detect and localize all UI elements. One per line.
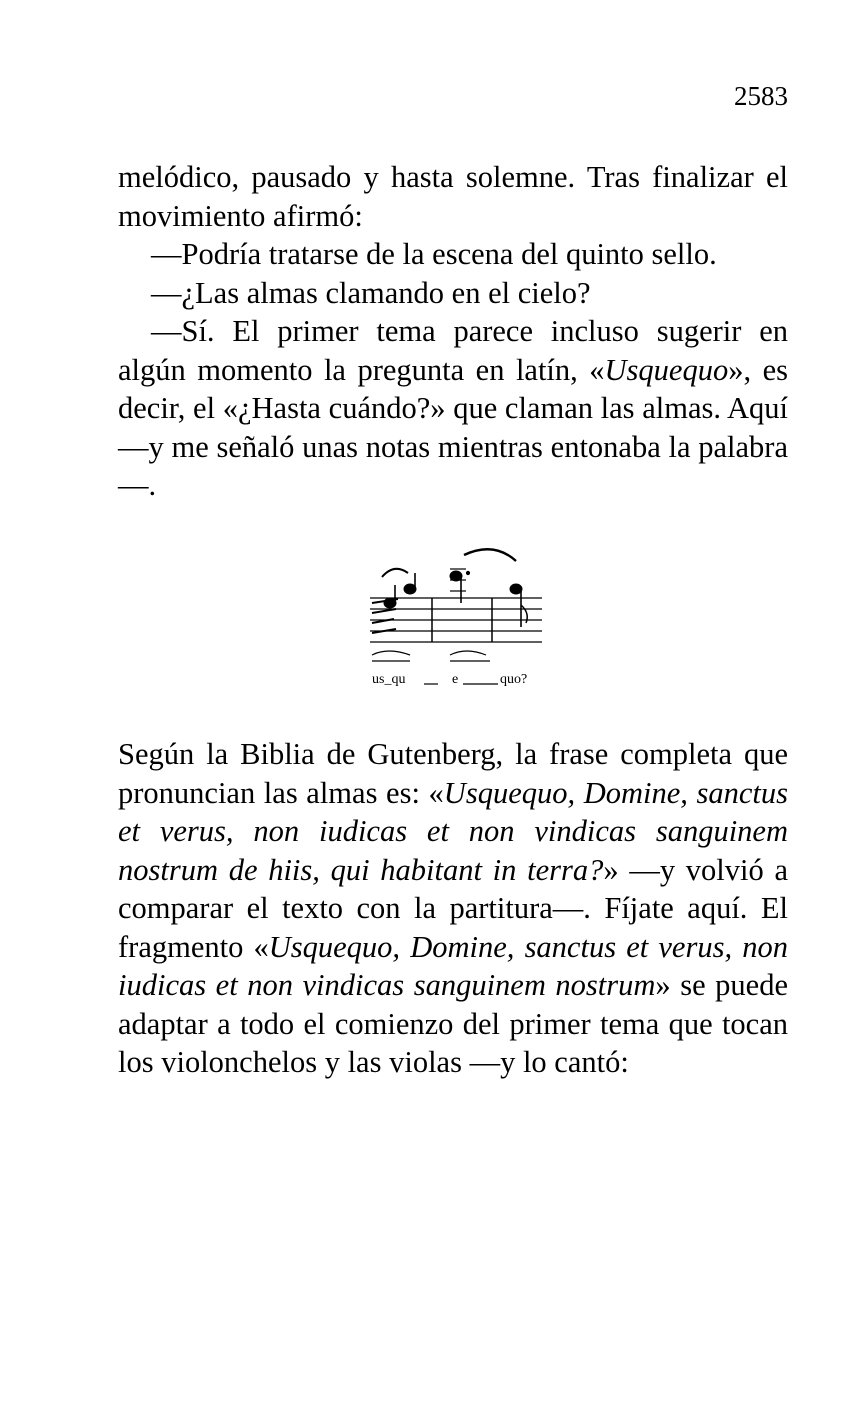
gutenberg-intro: Según la Biblia de Gutenberg, la frase completa que pronuncian las almas es: « [118,737,788,810]
top-text-block [118,158,788,505]
dialogue-line-3-start: —Sí. El primer tema parece incluso sugerir en algún momento la pregunta en latín, « [118,314,788,387]
paragraph-narration: melódico, pausado y hasta solemne. Tras finalizar el movimiento afirmó: [118,160,788,233]
latin-word-usquequo: Usquequo [604,352,729,387]
dialogue-line-3-end: », es decir, el «¿Hasta cuándo?» que claman las almas. Aquí —y me señaló unas notas mientras entonaba la palabra—. [118,352,788,502]
lyric-syllable-3: quo? [500,672,528,687]
page-number: 2583 [734,81,788,111]
gutenberg-end: » se puede adaptar a todo el comienzo del primer tema que tocan los violonchelos y las violas —y lo cantó: [118,968,789,1079]
latin-quote-full: Usquequo, Domine, sanctus et verus, non iudicas et non vindicas sanguinem nostrum de hiis, qui habitant in terra? [118,775,789,887]
bottom-text-block [118,735,788,1082]
lyric-syllable-1: us_qu [372,672,406,687]
music-score-figure [366,543,544,693]
paragraph-gutenberg [118,735,788,1082]
lyric-syllable-2: e [452,672,459,687]
dialogue-line-2: —¿Las almas clamando en el cielo? [151,275,591,310]
note-group-1 [382,569,416,608]
gutenberg-middle: » —y volvió a comparar el texto con la partitura—. Fíjate aquí. El fragmento « [118,852,788,964]
dialogue-line-1: —Podría tratarse de la escena del quinto sello. [151,237,717,271]
latin-quote-fragment: Usquequo, Domine, sanctus et verus, non iudicas et non vindicas sanguinem nostrum [118,929,788,1002]
dialogue-line-3 [118,312,788,505]
slur-mark [464,549,516,561]
